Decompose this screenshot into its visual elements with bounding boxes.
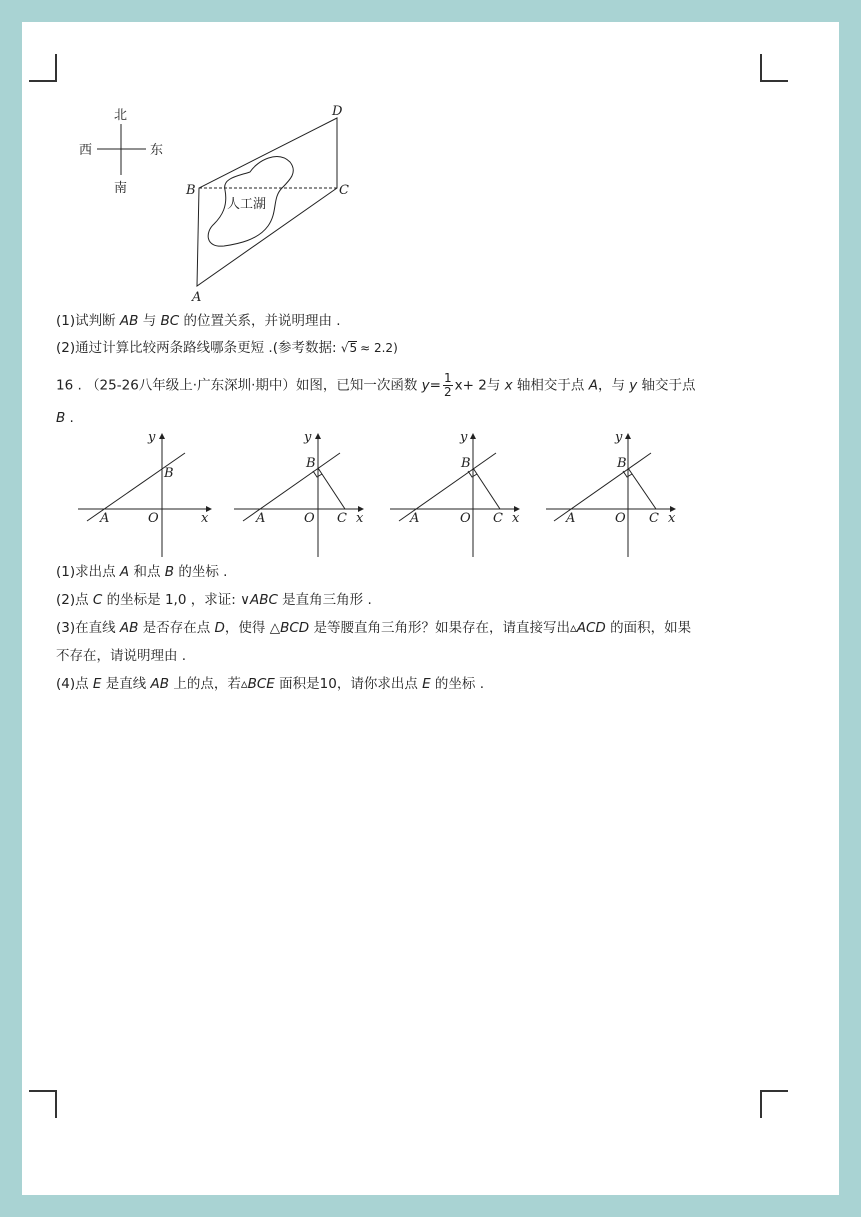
g4-y-label: y <box>615 430 623 445</box>
q16-p2-a: (2)点 <box>56 592 93 608</box>
q16-p4-AB: AB <box>150 676 170 692</box>
q16-p3-c: ，使得 <box>224 620 270 636</box>
parallelogram-ABDC <box>197 118 337 286</box>
q15-p2-approx: ≈ 2.2) <box>360 341 398 355</box>
q15-p1-suffix: 的位置关系，并说明理由 . <box>179 313 341 329</box>
q16-fraction <box>443 372 453 399</box>
q16-p3-triangle: △BCD <box>269 620 310 636</box>
g1-A-label: A <box>100 511 110 526</box>
q16-frac-num: 1 <box>443 371 452 385</box>
q16-number: 16 . <box>56 377 82 394</box>
q16-y: y <box>421 377 430 394</box>
q16-graphs <box>0 425 861 565</box>
q16-p4-b: 是直线 <box>101 676 151 692</box>
compass-south: 南 <box>114 181 128 196</box>
point-label-D: D <box>332 104 343 119</box>
g3-y-label: y <box>460 430 468 445</box>
q16-p4-triangle: ▵BCE <box>240 676 275 692</box>
q16-p3-line2: 不存在，请说明理由 . <box>56 648 187 664</box>
q16-p2-triangle: ∨ABC <box>240 592 278 608</box>
q16-stem-c: 轴相交于点 <box>512 377 589 394</box>
g3-C-label: C <box>493 511 503 526</box>
q16-part1 <box>56 562 227 582</box>
g1-O-label: O <box>148 511 159 526</box>
g3-B-label: B <box>461 456 471 471</box>
q15-part1 <box>56 311 341 331</box>
q16-p3-AB: AB <box>119 620 139 636</box>
g2-O-label: O <box>304 511 315 526</box>
g4-A-label: A <box>566 511 576 526</box>
q16-p1-A: A <box>119 564 130 580</box>
q16-p4-d: 面积是10，请你求出点 <box>274 676 423 692</box>
compass-west: 西 <box>79 143 93 158</box>
g4-B-label: B <box>617 456 627 471</box>
q16-p4-e: 的坐标 . <box>430 676 485 692</box>
q16-p1-B: B <box>164 564 175 580</box>
q16-p2-coord: 1,0 <box>164 592 187 608</box>
q16-p4-E: E <box>92 676 102 692</box>
q15-p1-mid: 与 <box>138 313 161 329</box>
g2-y-label: y <box>304 430 312 445</box>
q16-stem-e: 轴交于点 <box>637 377 696 394</box>
g1-B-label: B <box>164 466 174 481</box>
q16-p3-a: (3)在直线 <box>56 620 120 636</box>
q16-point-A: A <box>588 377 598 394</box>
q15-p2-text: (2)通过计算比较两条路线哪条更短 .(参考数据: <box>56 340 341 356</box>
q16-stem-b: 与 <box>486 377 505 394</box>
g2-A-label: A <box>256 511 266 526</box>
compass-east: 东 <box>150 143 164 158</box>
q16-p2-b: 的坐标是 <box>102 592 165 608</box>
graph-3 <box>390 430 520 557</box>
g3-O-label: O <box>460 511 471 526</box>
g2-C-label: C <box>337 511 347 526</box>
q16-part4 <box>56 674 484 694</box>
q16-frac-den: 2 <box>443 385 452 399</box>
q16-stem-end: . <box>65 410 74 426</box>
q16-x-axis: x <box>504 377 513 394</box>
q16-p1-c: 的坐标 . <box>174 564 228 580</box>
lake-label: 人工湖 <box>227 197 267 212</box>
point-label-B: B <box>186 183 196 198</box>
graph-2 <box>234 430 364 557</box>
q16-stem-a: 如图，已知一次函数 <box>295 377 422 394</box>
q15-p1-BC: BC <box>160 313 180 329</box>
g2-B-label: B <box>306 456 316 471</box>
q16-stem <box>56 372 696 399</box>
g4-x-label: x <box>668 511 676 526</box>
q16-x-plus: x+ 2 <box>454 377 487 394</box>
q16-p2-d: 是直角三角形 . <box>277 592 372 608</box>
q15-p2-sqrt: 5 <box>349 341 358 355</box>
crop-mark-bottom-left <box>29 1090 57 1118</box>
q16-p2-C: C <box>92 592 103 608</box>
g3-x-label: x <box>512 511 520 526</box>
point-label-A: A <box>192 290 202 305</box>
g1-x-label: x <box>201 511 209 526</box>
g4-C-label: C <box>649 511 659 526</box>
q16-point-B: B <box>56 410 66 426</box>
q16-y-axis: y <box>629 377 638 394</box>
graph-4 <box>546 430 676 557</box>
q16-p4-c: 上的点，若 <box>169 676 241 692</box>
q16-p3-triangle2: ▵ACD <box>569 620 606 636</box>
g3-A-label: A <box>410 511 420 526</box>
q15-part2: (2)通过计算比较两条路线哪条更短 .(参考数据: √5 ≈ 2.2) <box>56 340 398 356</box>
crop-mark-bottom-right <box>760 1090 788 1118</box>
g2-x-label: x <box>356 511 364 526</box>
q16-source: （25-26八年级上·广东深圳·期中） <box>86 377 296 394</box>
q16-stem-d: ，与 <box>597 377 630 394</box>
q16-part3 <box>56 618 691 638</box>
q16-p2-c: ，求证: <box>186 592 241 608</box>
compass-north: 北 <box>114 108 128 123</box>
lake-figure <box>0 0 861 320</box>
q15-p1-prefix: (1)试判断 <box>56 313 120 329</box>
compass <box>79 108 163 196</box>
g1-y-label: y <box>148 430 156 445</box>
q16-p3-d: 是等腰直角三角形？如果存在，请直接写出 <box>309 620 570 636</box>
graph-1 <box>78 430 212 557</box>
q16-part3-line2 <box>56 646 186 666</box>
q16-p3-D: D <box>214 620 225 636</box>
g4-O-label: O <box>615 511 626 526</box>
q16-p3-e: 的面积，如果 <box>605 620 692 636</box>
point-label-C: C <box>339 183 349 198</box>
q16-p3-b: 是否存在点 <box>138 620 215 636</box>
q16-p1-a: (1)求出点 <box>56 564 120 580</box>
q16-eq: = <box>429 377 441 394</box>
q16-p4-a: (4)点 <box>56 676 93 692</box>
q16-p1-b: 和点 <box>129 564 165 580</box>
q16-p4-E2: E <box>422 676 431 692</box>
q15-p1-AB: AB <box>119 313 139 329</box>
q16-part2 <box>56 590 372 610</box>
